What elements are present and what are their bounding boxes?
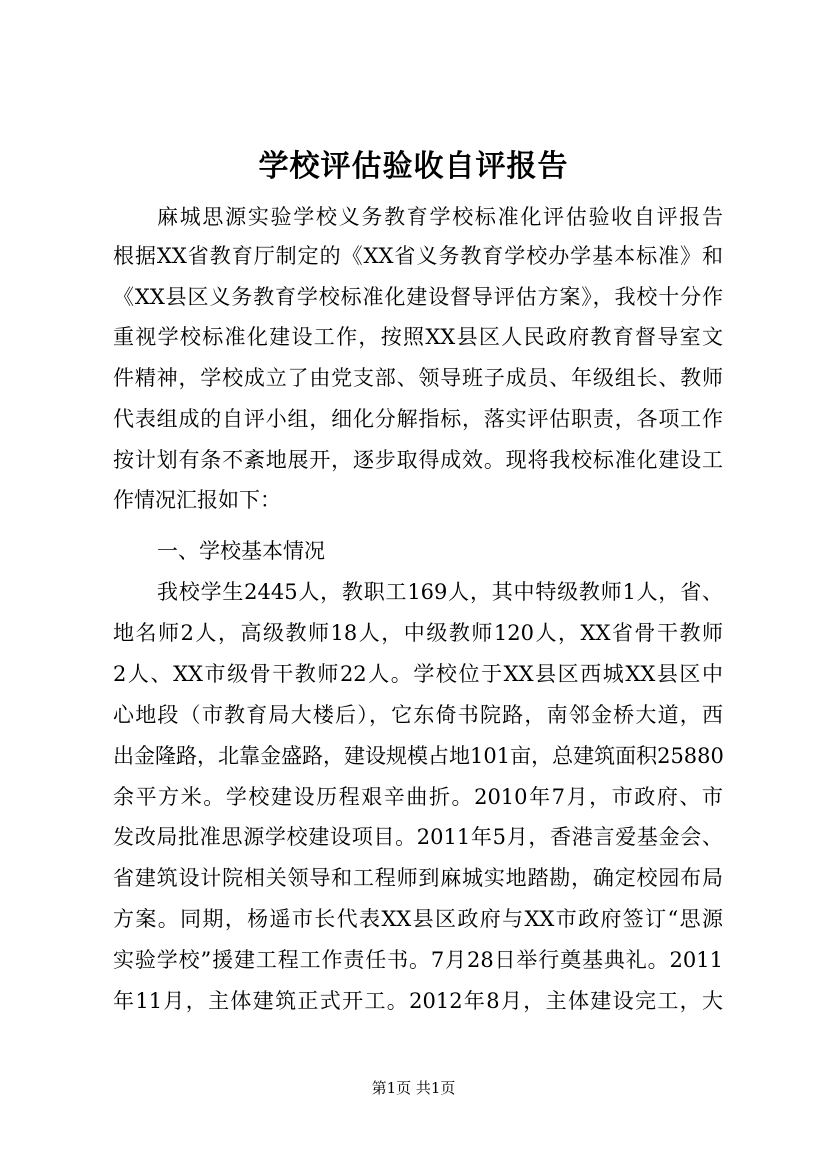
paragraph-line: 出金隆路，北靠金盛路，建设规模占地101亩，总建筑面积25880 xyxy=(113,744,724,768)
paragraph-line: 余平方米。学校建设历程艰辛曲折。2010年7月，市政府、市 xyxy=(113,785,723,809)
paragraph-line: 心地段（市教育局大楼后），它东倚书院路，南邻金桥大道，西 xyxy=(113,703,723,727)
paragraph-line: 我校学生2445人，教职工169人，其中特级教师1人，省、 xyxy=(157,580,723,604)
paragraph-line: 方案。同期，杨遥市长代表XX县区政府与XX市政府签订“思源 xyxy=(113,907,723,931)
paragraph-line: 年11月，主体建筑正式开工。2012年8月，主体建设完工，大 xyxy=(113,989,723,1013)
paragraph-line: 代表组成的自评小组，细化分解指标，落实评估职责，各项工作 xyxy=(113,407,723,431)
paragraph-line: 根据XX省教育厅制定的《XX省义务教育学校办学基本标准》和 xyxy=(113,244,723,268)
paragraph-line: 麻城思源实验学校义务教育学校标准化评估验收自评报告 xyxy=(157,205,723,229)
paragraph-line: 按计划有条不紊地展开，逐步取得成效。现将我校标准化建设工 xyxy=(113,448,723,472)
document-title: 学校评估验收自评报告 xyxy=(258,149,569,184)
paragraph-line: 发改局批准思源学校建设项目。2011年5月，香港言爱基金会、 xyxy=(113,825,723,849)
paragraph-line: 件精神，学校成立了由党支部、领导班子成员、年级组长、教师 xyxy=(113,366,723,390)
paragraph-line: 省建筑设计院相关领导和工程师到麻城实地踏勘，确定校园布局 xyxy=(113,866,723,890)
section-heading: 一、学校基本情况 xyxy=(157,539,325,563)
paragraph-line: 2人、XX市级骨干教师22人。学校位于XX县区西城XX县区中 xyxy=(113,662,723,686)
paragraph-line: 地名师2人，高级教师18人，中级教师120人，XX省骨干教师 xyxy=(113,621,723,645)
paragraph-line: 重视学校标准化建设工作，按照XX县区人民政府教育督导室文 xyxy=(113,325,723,349)
paragraph-line: 作情况汇报如下： xyxy=(113,488,281,512)
paragraph-line: 《XX县区义务教育学校标准化建设督导评估方案》，我校十分作 xyxy=(113,285,723,309)
paragraph-line: 实验学校”援建工程工作责任书。7月28日举行奠基典礼。2011 xyxy=(113,948,723,972)
page-number-footer: 第1页 共1页 xyxy=(371,1079,456,1097)
